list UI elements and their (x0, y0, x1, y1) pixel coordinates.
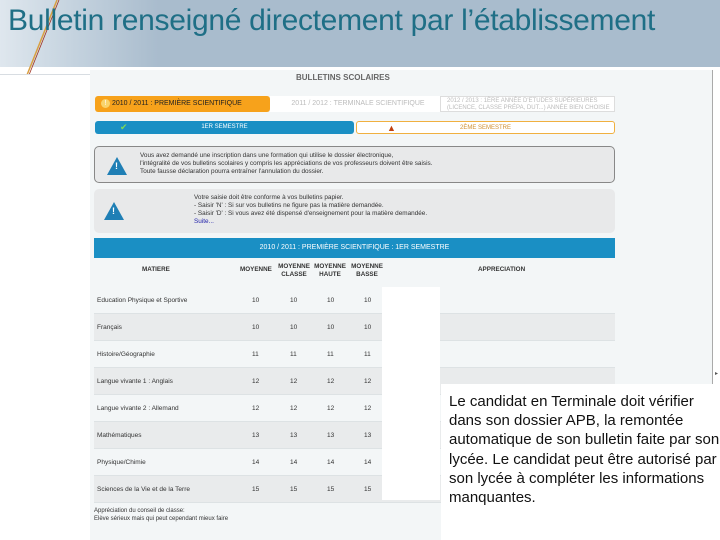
grade-cell: 14 (252, 459, 260, 466)
redacted-area (382, 287, 440, 500)
grade-cell: 10 (327, 297, 335, 304)
grade-cell: 12 (364, 378, 372, 385)
grade-cell: 12 (327, 405, 335, 412)
grade-cell: 10 (252, 324, 260, 331)
col-header: APPRECIATION (478, 266, 526, 273)
grade-cell: 13 (252, 432, 260, 439)
table-row (94, 314, 615, 341)
grade-cell: 10 (327, 324, 335, 331)
grade-cell: 10 (252, 297, 260, 304)
grade-cell: 10 (290, 297, 298, 304)
col-header: MOYENNE (240, 266, 272, 273)
grade-cell: 10 (364, 297, 372, 304)
grade-cell: 13 (290, 432, 298, 439)
subject-cell: Français (97, 324, 122, 331)
grade-cell: 11 (327, 351, 334, 358)
grade-cell: 15 (364, 486, 372, 493)
grade-cell: 12 (290, 405, 298, 412)
tab-year-2010[interactable]: ! 2010 / 2011 : PREMIÈRE SCIENTIFIQUE (95, 96, 270, 112)
grade-cell: 15 (327, 486, 335, 493)
check-icon: ✔ (120, 122, 128, 132)
subject-cell: Education Physique et Sportive (97, 297, 188, 304)
grade-cell: 14 (290, 459, 298, 466)
suite-link[interactable]: Suite... (194, 218, 214, 225)
explanation-text: Le candidat en Terminale doit vérifier dans son dossier APB, la remontée automatique de son bulletin faite par son lycée. Le candidat peut être autorisé par son lycée à compléter les informations manquantes. (441, 384, 720, 540)
grade-cell: 14 (327, 459, 335, 466)
page-title: BULLETINS SCOLAIRES (296, 73, 390, 82)
class-council-appreciation: Appréciation du conseil de classe: Elève sérieux mais qui peut cependant mieux faire (94, 508, 229, 522)
grade-cell: 11 (290, 351, 297, 358)
col-header: MATIERE (142, 266, 170, 273)
table-title: 2010 / 2011 : PREMIÈRE SCIENTIFIQUE : 1ER SEMESTRE (94, 238, 615, 258)
col-header: MOYENNE HAUTE (314, 263, 346, 278)
col-header: MOYENNE BASSE (351, 263, 383, 278)
subject-cell: Physique/Chimie (97, 459, 146, 466)
grade-cell: 15 (290, 486, 298, 493)
slide-header (0, 0, 720, 67)
grade-cell: 12 (364, 405, 372, 412)
grade-cell: 12 (327, 378, 335, 385)
grade-cell: 10 (290, 324, 298, 331)
tab-year-2011[interactable]: 2011 / 2012 : TERMINALE SCIENTIFIQUE (270, 96, 440, 112)
grade-cell: 13 (364, 432, 372, 439)
grade-cell: 11 (252, 351, 259, 358)
scroll-arrow-icon[interactable]: ▸ (714, 371, 718, 377)
subject-cell: Mathématiques (97, 432, 142, 439)
table-row (94, 341, 615, 368)
subject-cell: Langue vivante 1 : Anglais (97, 378, 173, 385)
grade-cell: 11 (364, 351, 371, 358)
subject-cell: Sciences de la Vie et de la Terre (97, 486, 190, 493)
grade-cell: 14 (364, 459, 372, 466)
grade-cell: 10 (364, 324, 372, 331)
warning-icon: ▲ (387, 123, 396, 133)
tab-semester-2[interactable]: ▲ 2ÈME SEMESTRE (356, 121, 615, 134)
table-row (94, 287, 615, 314)
grade-cell: 12 (290, 378, 298, 385)
tab-year-2012[interactable]: 2012 / 2013 : 1ÈRE ANNÉE D'ETUDES SUPÉRIEURES (LICENCE, CLASSE PRÉPA, DUT...) ANNÉE BIEN CHOISIE (440, 96, 615, 112)
warning-icon: ! (107, 157, 127, 175)
subject-cell: Histoire/Géographie (97, 351, 155, 358)
subject-cell: Langue vivante 2 : Allemand (97, 405, 179, 412)
grade-cell: 12 (252, 378, 260, 385)
col-header: MOYENNE CLASSE (278, 263, 310, 278)
grade-cell: 12 (252, 405, 260, 412)
warning-icon: ! (101, 99, 110, 108)
slide-title: Bulletin renseigné directement par l’établissement (8, 4, 656, 37)
grade-cell: 13 (327, 432, 335, 439)
tab-semester-1[interactable]: ✔ 1ER SEMESTRE (95, 121, 354, 134)
grade-cell: 15 (252, 486, 260, 493)
entry-rules-alert: ! Votre saisie doit être conforme à vos bulletins papier. - Saisir 'N' : Si sur vos bulletins ne figure pas la matière demandée. - Saisir 'D' : Si vous avez été dispensé d'enseignement pour la matière demandée. Suite... (94, 189, 615, 233)
info-alert: ! Vous avez demandé une inscription dans une formation qui utilise le dossier électronique, l'intégralité de vos bulletins scolaires y compris les appréciations de vos professeurs doivent être saisis. Toute fausse déclaration pourra entraîner l'annulation du dossier. (94, 146, 615, 183)
warning-icon: ! (104, 202, 124, 220)
